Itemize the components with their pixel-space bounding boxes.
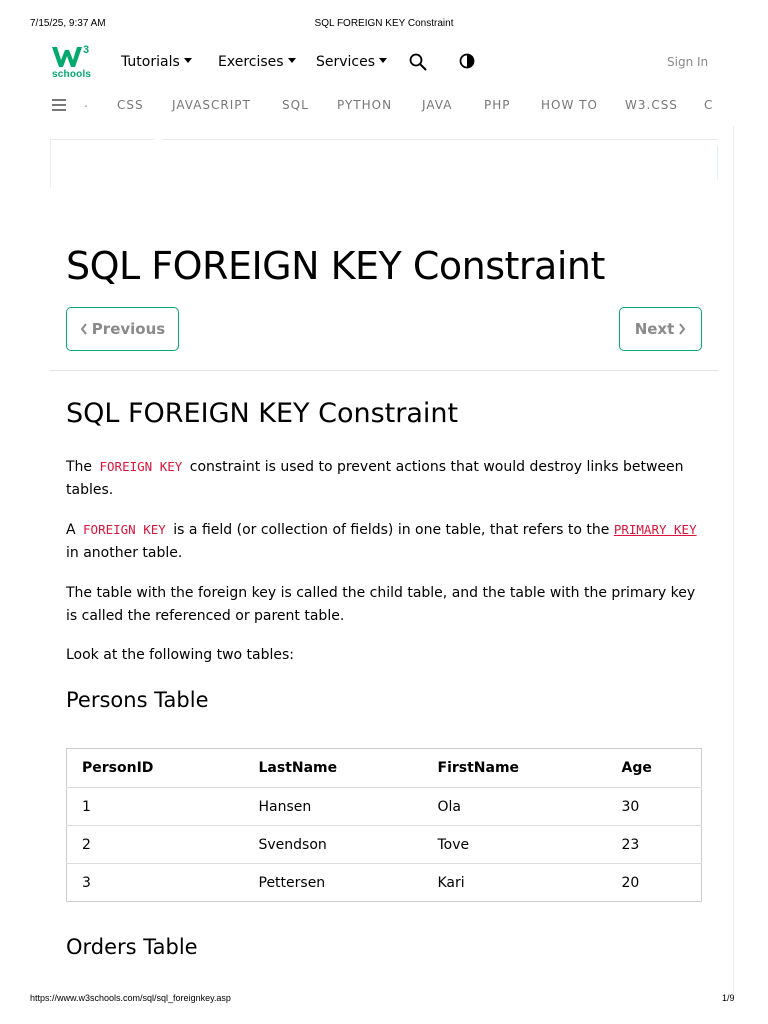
services-menu-label: Services (316, 54, 376, 70)
caret-down-icon (379, 58, 387, 63)
previous-label: Previous (91, 320, 166, 338)
exercises-menu-label: Exercises (218, 54, 284, 70)
subnav-link-java[interactable]: JAVA (422, 98, 453, 112)
table-cell: Ola (423, 788, 607, 826)
subnav-link-how-to[interactable]: HOW TO (541, 98, 598, 112)
persons-table-heading: Persons Table (66, 688, 209, 712)
table-cell: 20 (621, 874, 640, 891)
subnav-link-sql[interactable]: SQL (282, 98, 309, 112)
paragraph-child-parent-table: The table with the foreign key is called the child table, and the table with the primary key is called the referenced or parent table. (66, 585, 696, 624)
paragraph-foreign-key-intro (66, 455, 706, 502)
print-title: SQL FOREIGN KEY Constraint (314, 18, 454, 29)
chevron-right-icon (678, 323, 686, 335)
table-cell: 23 (607, 826, 702, 864)
p1-text-after: constraint is used to prevent actions that would destroy links between tables. (66, 459, 684, 498)
logo-superscript: 3 (83, 44, 90, 56)
table-cell: 1 (67, 788, 244, 826)
search-icon (409, 53, 427, 71)
table-cell: Kari (437, 874, 465, 891)
logo-text: schools (52, 69, 92, 80)
paragraph-look-at-tables: Look at the following two tables: (66, 647, 294, 663)
foreign-key-code: FOREIGN KEY (83, 522, 166, 537)
subnav-link-python[interactable]: PYTHON (337, 98, 393, 112)
subnav-link-javascript[interactable]: JAVASCRIPT (172, 98, 251, 112)
content-right-border (733, 126, 734, 996)
p2-text-middle: is a field (or collection of fields) in one table, that refers to the (173, 522, 610, 538)
w3-logo-icon (52, 44, 92, 70)
tutorials-menu-label: Tutorials (121, 54, 180, 70)
p2-text-before: A (66, 522, 76, 538)
table-cell: Hansen (244, 788, 423, 826)
subject-navbar (0, 96, 768, 116)
table-row (67, 788, 702, 826)
table-header-row (67, 749, 702, 788)
column-header: PersonID (67, 749, 244, 788)
previous-button[interactable] (66, 307, 179, 351)
next-label: Next (634, 320, 675, 338)
divider (50, 370, 718, 371)
primary-key-link[interactable]: PRIMARY KEY (613, 522, 697, 537)
table-cell: 3 (82, 874, 91, 891)
print-date: 7/15/25, 9:37 AM (30, 18, 106, 29)
subnav-link-c[interactable]: C (704, 98, 714, 112)
chevron-left-icon (80, 323, 88, 335)
persons-table (66, 748, 702, 902)
exercises-menu-button[interactable] (218, 54, 296, 70)
subnav-ellipsis: . (84, 96, 89, 110)
hamburger-menu-icon[interactable] (52, 99, 66, 114)
services-menu-button[interactable] (316, 54, 387, 70)
table-cell: Pettersen (258, 874, 326, 891)
contrast-icon (459, 53, 475, 69)
caret-down-icon (288, 58, 296, 63)
p2-text-after: in another table. (66, 545, 183, 561)
table-cell: Tove (423, 826, 607, 864)
section-title: SQL FOREIGN KEY Constraint (66, 398, 459, 429)
sign-in-link[interactable]: Sign In (667, 55, 709, 69)
page-title: SQL FOREIGN KEY Constraint (66, 244, 605, 288)
column-header: LastName (244, 749, 423, 788)
theme-toggle-button[interactable] (459, 53, 475, 73)
table-row (67, 826, 702, 864)
subnav-link-css[interactable]: CSS (117, 98, 144, 112)
next-button[interactable] (619, 307, 702, 351)
w3schools-logo[interactable] (50, 44, 94, 84)
table-cell: 2 (67, 826, 244, 864)
p1-text-before: The (66, 459, 93, 475)
table-row (67, 864, 702, 902)
foreign-key-code: FOREIGN KEY (99, 459, 183, 474)
ad-placeholder (50, 139, 718, 187)
caret-down-icon (184, 58, 192, 63)
orders-table-heading: Orders Table (66, 935, 198, 959)
print-page-number: 1/9 (722, 993, 735, 1003)
subnav-link-php[interactable]: PHP (484, 98, 511, 112)
subnav-link-w3css[interactable]: W3.CSS (625, 98, 678, 112)
table-cell: 30 (607, 788, 702, 826)
print-url: https://www.w3schools.com/sql/sql_foreignkey.asp (30, 993, 231, 1003)
tutorials-menu-button[interactable] (121, 54, 192, 70)
column-header: Age (607, 749, 702, 788)
top-navbar (0, 44, 768, 84)
table-cell: Svendson (244, 826, 423, 864)
paragraph-foreign-key-definition (66, 518, 706, 565)
search-button[interactable] (409, 53, 427, 75)
column-header: FirstName (423, 749, 607, 788)
